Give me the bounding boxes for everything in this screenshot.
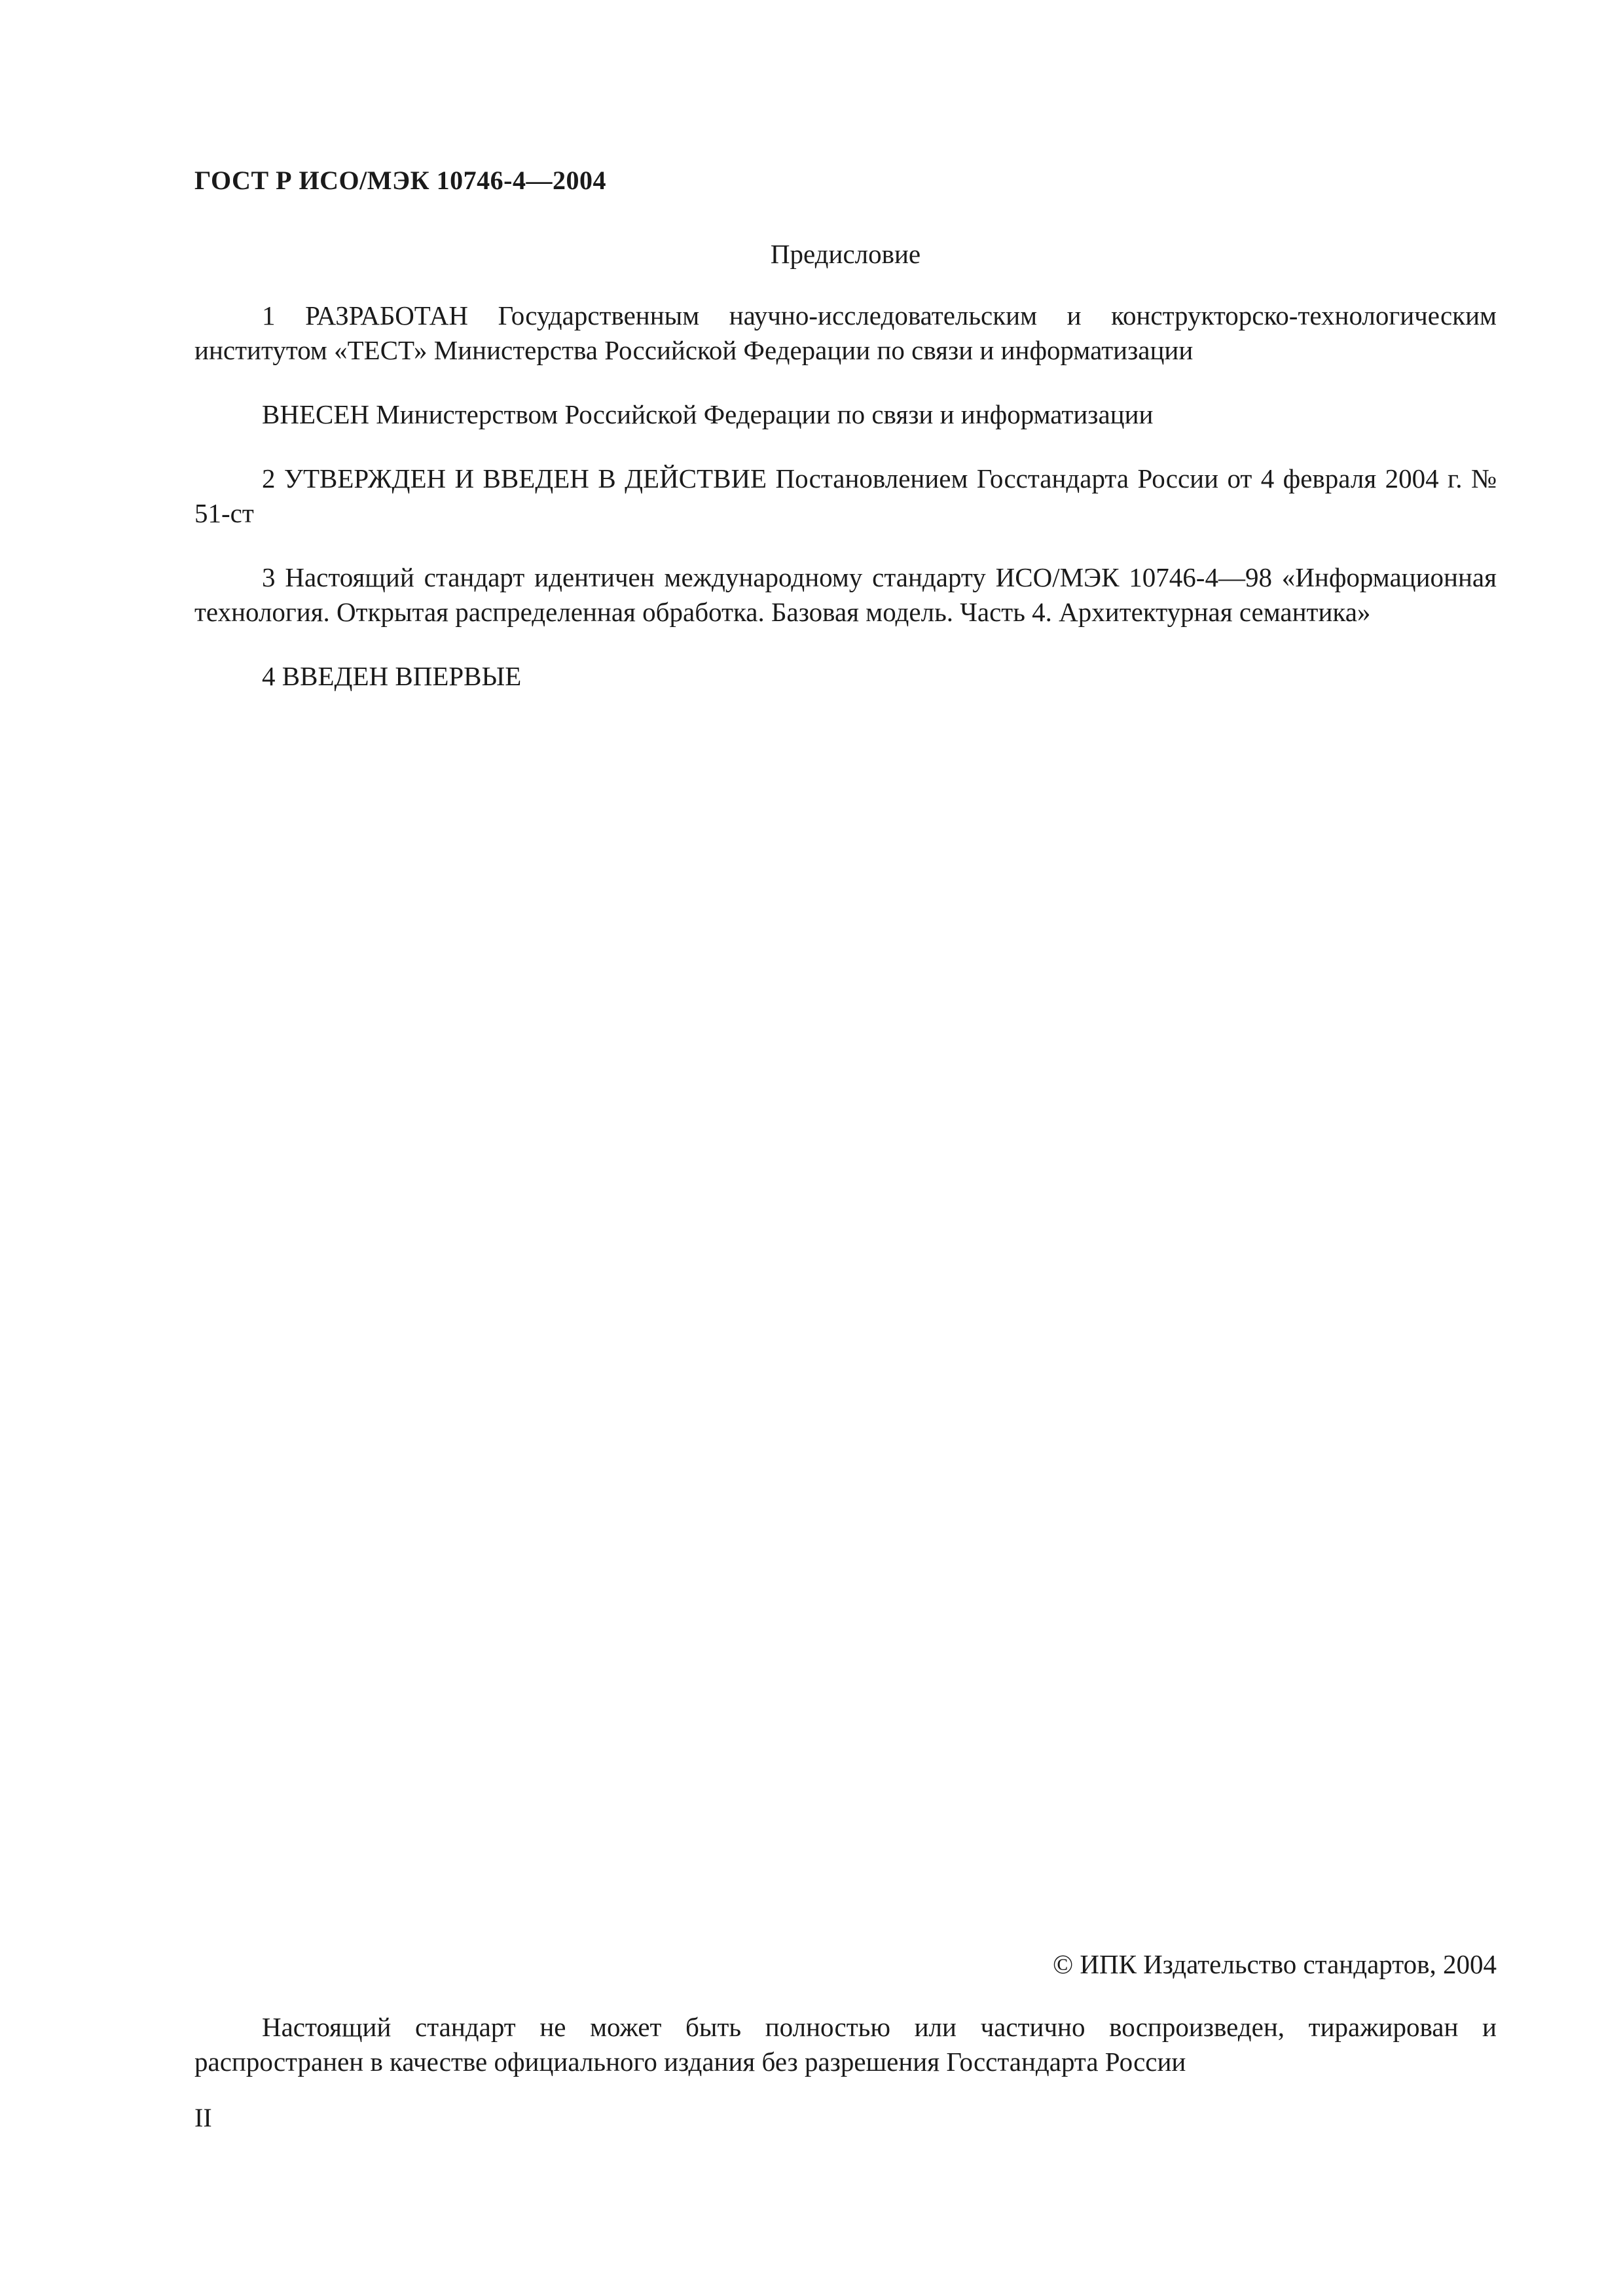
copyright-line: © ИПК Издательство стандартов, 2004 — [1052, 1949, 1497, 1979]
preface-title: Предисловие — [770, 239, 921, 269]
paragraph-developed-by: 1 РАЗРАБОТАН Государственным научно-исследовательским и конструкторско-технологическим институтом «ТЕСТ» Министерства Российской Федерации по связи и информатизации — [194, 300, 1497, 365]
preface-body — [194, 298, 1497, 723]
footer — [194, 1947, 1497, 2079]
reproduction-notice: Настоящий стандарт не может быть полностью или частично воспроизведен, тиражирован и распространен в качестве официального издания без разрешения Госстандарта России — [194, 2012, 1497, 2077]
standard-header: ГОСТ Р ИСО/МЭК 10746-4—2004 — [194, 166, 606, 195]
paragraph-approved: 2 УТВЕРЖДЕН И ВВЕДЕН В ДЕЙСТВИЕ Постановлением Госстандарта России от 4 февраля 2004 г. № 51-ст — [194, 463, 1497, 528]
page-number: II — [194, 2103, 212, 2132]
paragraph-identical-standard: 3 Настоящий стандарт идентичен международному стандарту ИСО/МЭК 10746-4—98 «Информационная технология. Открытая распределенная обработка. Базовая модель. Часть 4. Архитектурная семантика» — [194, 562, 1497, 627]
paragraph-first-introduced: 4 ВВЕДЕН ВПЕРВЫЕ — [262, 661, 522, 691]
paragraph-introduced-by: ВНЕСЕН Министерством Российской Федерации по связи и информатизации — [262, 399, 1154, 429]
